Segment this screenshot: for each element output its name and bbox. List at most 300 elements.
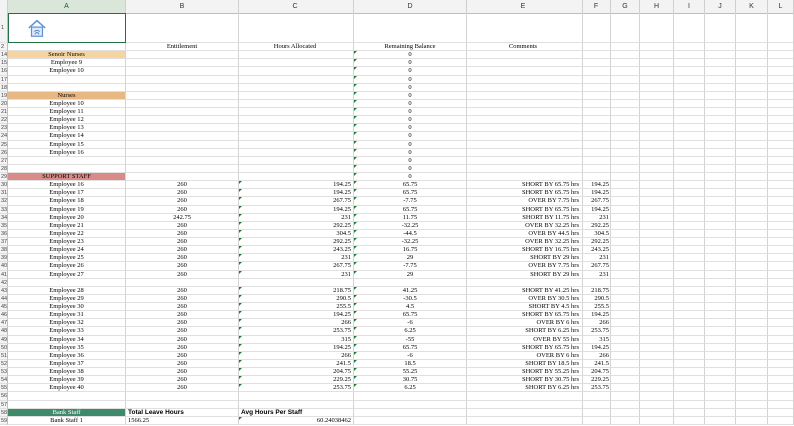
cell-h[interactable]	[640, 417, 674, 425]
cell-l[interactable]	[768, 319, 794, 327]
remaining-balance[interactable]: 6.25	[354, 384, 467, 392]
cell-k[interactable]	[736, 84, 768, 92]
cell-d[interactable]	[354, 401, 467, 409]
hours-allocated-value[interactable]: 292.25	[239, 238, 354, 246]
comment-text[interactable]: SHORT BY 65.75 hrs	[467, 181, 583, 189]
row-number[interactable]: 32	[1, 198, 8, 205]
cell-l[interactable]	[768, 206, 794, 214]
entitlement-value[interactable]: 260	[126, 287, 239, 295]
entitlement-value[interactable]: 260	[126, 360, 239, 368]
cell-j[interactable]	[705, 124, 736, 132]
remaining-balance[interactable]: 65.75	[354, 181, 467, 189]
cell-g[interactable]	[611, 409, 640, 417]
section-label[interactable]: Nurses	[8, 92, 126, 100]
remaining-balance[interactable]: 0	[354, 92, 467, 100]
cell-c[interactable]	[239, 67, 354, 75]
entitlement-value[interactable]: 260	[126, 303, 239, 311]
cell-g[interactable]	[611, 287, 640, 295]
remaining-balance[interactable]: -32.25	[354, 238, 467, 246]
cell-j[interactable]	[705, 181, 736, 189]
cell-g[interactable]	[611, 51, 640, 59]
employee-name[interactable]: Employee 27	[8, 271, 126, 279]
cell-l[interactable]	[768, 287, 794, 295]
cell-h[interactable]	[640, 360, 674, 368]
cell-l[interactable]	[768, 409, 794, 417]
comment-text[interactable]: OVER BY 7.75 hrs	[467, 197, 583, 205]
cell-l[interactable]	[768, 238, 794, 246]
employee-name[interactable]: Employee 10	[8, 67, 126, 75]
remaining-balance[interactable]: 0	[354, 51, 467, 59]
cell-k[interactable]	[736, 230, 768, 238]
cell-g[interactable]	[611, 214, 640, 222]
cell-f[interactable]	[583, 116, 611, 124]
employee-name[interactable]: Employee 16	[8, 149, 126, 157]
row-number[interactable]: 37	[1, 239, 8, 245]
hours-allocated-value[interactable]: 194.25	[239, 189, 354, 197]
cell-g[interactable]	[611, 206, 640, 214]
cell-g[interactable]	[611, 13, 640, 43]
cell-i[interactable]	[674, 189, 705, 197]
cell-g[interactable]	[611, 327, 640, 335]
cell-g[interactable]	[611, 295, 640, 303]
cell-k[interactable]	[736, 149, 768, 157]
row-number[interactable]: 18	[1, 84, 8, 91]
cell-b[interactable]	[126, 51, 239, 59]
cell-e[interactable]	[467, 67, 583, 75]
cell-h[interactable]	[640, 100, 674, 108]
cell-a1-home[interactable]	[8, 13, 126, 43]
cell-f-value[interactable]	[583, 279, 611, 287]
cell-i[interactable]	[674, 222, 705, 230]
cell-e[interactable]	[467, 165, 583, 173]
cell-f-value[interactable]: 304.5	[583, 230, 611, 238]
remaining-balance[interactable]: 0	[354, 165, 467, 173]
cell-h[interactable]	[640, 287, 674, 295]
cell-e[interactable]	[467, 116, 583, 124]
cell-f-value[interactable]: 266	[583, 319, 611, 327]
hours-allocated-value[interactable]: 315	[239, 336, 354, 344]
cell-l[interactable]	[768, 214, 794, 222]
cell-i[interactable]	[674, 368, 705, 376]
row-number[interactable]: 43	[1, 287, 8, 294]
cell-l[interactable]	[768, 230, 794, 238]
employee-name[interactable]: Employee 14	[8, 132, 126, 140]
cell-k[interactable]	[736, 327, 768, 335]
row-number[interactable]: 46	[1, 312, 8, 319]
row-number[interactable]: 58	[1, 409, 8, 416]
comment-text[interactable]: OVER BY 55 hrs	[467, 336, 583, 344]
cell-k[interactable]	[736, 13, 768, 43]
remaining-balance[interactable]: 65.75	[354, 206, 467, 214]
hours-allocated-value[interactable]: 194.25	[239, 181, 354, 189]
column-header-a[interactable]: A	[8, 0, 126, 13]
entitlement-value[interactable]: 260	[126, 295, 239, 303]
cell-f[interactable]	[583, 67, 611, 75]
remaining-balance[interactable]: 0	[354, 116, 467, 124]
hours-allocated-value[interactable]: 253.75	[239, 327, 354, 335]
cell-l[interactable]	[768, 392, 794, 400]
cell-l[interactable]	[768, 108, 794, 116]
hours-allocated-value[interactable]: 266	[239, 319, 354, 327]
cell-g[interactable]	[611, 246, 640, 254]
cell-h[interactable]	[640, 392, 674, 400]
cell-b[interactable]	[126, 100, 239, 108]
cell-b[interactable]	[126, 173, 239, 181]
cell-h[interactable]	[640, 230, 674, 238]
comment-text[interactable]: SHORT BY 29 hrs	[467, 271, 583, 279]
row-number[interactable]: 49	[1, 336, 8, 343]
cell-c[interactable]	[239, 76, 354, 84]
cell-i[interactable]	[674, 157, 705, 165]
remaining-balance[interactable]: 65.75	[354, 344, 467, 352]
cell-g[interactable]	[611, 181, 640, 189]
cell-k[interactable]	[736, 319, 768, 327]
cell-b[interactable]	[126, 401, 239, 409]
remaining-balance[interactable]: 0	[354, 100, 467, 108]
cell-c[interactable]	[239, 401, 354, 409]
cell-k[interactable]	[736, 92, 768, 100]
cell-i[interactable]	[674, 311, 705, 319]
cell-l[interactable]	[768, 368, 794, 376]
cell-i[interactable]	[674, 295, 705, 303]
cell-b[interactable]	[126, 149, 239, 157]
employee-name[interactable]	[8, 165, 126, 173]
hours-allocated-value[interactable]	[239, 392, 354, 400]
employee-name[interactable]: Employee 16	[8, 181, 126, 189]
entitlement-value[interactable]: 260	[126, 271, 239, 279]
entitlement-value[interactable]: 260	[126, 238, 239, 246]
cell-l[interactable]	[768, 51, 794, 59]
column-header-f[interactable]: F	[583, 0, 611, 13]
cell-h[interactable]	[640, 327, 674, 335]
employee-name[interactable]: Employee 36	[8, 352, 126, 360]
cell-i[interactable]	[674, 108, 705, 116]
cell-c[interactable]	[239, 108, 354, 116]
cell-l[interactable]	[768, 327, 794, 335]
cell-k[interactable]	[736, 303, 768, 311]
cell-l[interactable]	[768, 116, 794, 124]
cell-h[interactable]	[640, 173, 674, 181]
comment-text[interactable]	[467, 279, 583, 287]
cell-h[interactable]	[640, 67, 674, 75]
cell-l[interactable]	[768, 100, 794, 108]
cell-l[interactable]	[768, 271, 794, 279]
row-number[interactable]: 36	[1, 230, 8, 237]
remaining-balance[interactable]: 11.75	[354, 214, 467, 222]
cell-b[interactable]	[126, 157, 239, 165]
entitlement-value[interactable]: 260	[126, 222, 239, 230]
cell-j[interactable]	[705, 262, 736, 270]
cell-i[interactable]	[674, 319, 705, 327]
comment-text[interactable]: SHORT BY 65.75 hrs	[467, 189, 583, 197]
hours-allocated-value[interactable]: 218.75	[239, 287, 354, 295]
cell-e[interactable]	[467, 51, 583, 59]
cell-l[interactable]	[768, 336, 794, 344]
cell-l[interactable]	[768, 222, 794, 230]
cell-j[interactable]	[705, 303, 736, 311]
cell-g[interactable]	[611, 67, 640, 75]
cell-j[interactable]	[705, 238, 736, 246]
cell-f[interactable]	[583, 59, 611, 67]
cell-f[interactable]	[583, 51, 611, 59]
employee-name[interactable]: Employee 25	[8, 254, 126, 262]
cell-h[interactable]	[640, 336, 674, 344]
row-number[interactable]: 20	[1, 100, 8, 107]
employee-name[interactable]	[8, 76, 126, 84]
cell-g[interactable]	[611, 100, 640, 108]
cell-g[interactable]	[611, 311, 640, 319]
cell-i[interactable]	[674, 360, 705, 368]
cell-i[interactable]	[674, 271, 705, 279]
cell-g[interactable]	[611, 222, 640, 230]
employee-name[interactable]: Employee 40	[8, 384, 126, 392]
row-number[interactable]: 21	[1, 109, 8, 115]
cell-j[interactable]	[705, 319, 736, 327]
cell-f-value[interactable]: 194.25	[583, 206, 611, 214]
row-number[interactable]: 52	[1, 360, 8, 367]
hours-allocated-value[interactable]: 194.25	[239, 344, 354, 352]
hours-allocated-value[interactable]: 204.75	[239, 368, 354, 376]
cell-f[interactable]	[583, 13, 611, 43]
cell-b[interactable]	[126, 141, 239, 149]
cell-j[interactable]	[705, 43, 736, 51]
cell-i[interactable]	[674, 141, 705, 149]
hours-allocated-value[interactable]: 267.75	[239, 197, 354, 205]
column-header-l[interactable]: L	[768, 0, 794, 13]
cell-k[interactable]	[736, 181, 768, 189]
entitlement-value[interactable]: 260	[126, 384, 239, 392]
cell-f-value[interactable]: 229.25	[583, 376, 611, 384]
remaining-balance[interactable]: 0	[354, 173, 467, 181]
cell-b[interactable]	[126, 124, 239, 132]
cell-g[interactable]	[611, 173, 640, 181]
remaining-balance[interactable]: 6.25	[354, 327, 467, 335]
cell-j[interactable]	[705, 108, 736, 116]
cell-i[interactable]	[674, 92, 705, 100]
remaining-balance[interactable]: -6	[354, 319, 467, 327]
cell-j[interactable]	[705, 59, 736, 67]
cell-c[interactable]	[239, 141, 354, 149]
column-header-k[interactable]: K	[736, 0, 768, 13]
cell-c[interactable]	[239, 51, 354, 59]
remaining-balance[interactable]: 65.75	[354, 311, 467, 319]
cell-h[interactable]	[640, 376, 674, 384]
cell-k[interactable]	[736, 124, 768, 132]
cell-l[interactable]	[768, 262, 794, 270]
comment-text[interactable]: SHORT BY 6.25 hrs	[467, 384, 583, 392]
cell-e[interactable]	[467, 59, 583, 67]
cell-b[interactable]	[126, 132, 239, 140]
cell-i[interactable]	[674, 181, 705, 189]
cell-l[interactable]	[768, 67, 794, 75]
cell-k[interactable]	[736, 279, 768, 287]
cell-c[interactable]	[239, 59, 354, 67]
cell-g[interactable]	[611, 189, 640, 197]
comment-text[interactable]: SHORT BY 65.75 hrs	[467, 344, 583, 352]
cell-f-value[interactable]: 315	[583, 336, 611, 344]
cell-h[interactable]	[640, 254, 674, 262]
cell-g[interactable]	[611, 76, 640, 84]
employee-name[interactable]: Employee 38	[8, 368, 126, 376]
remaining-balance[interactable]: 55.25	[354, 368, 467, 376]
cell-f-value[interactable]: 231	[583, 271, 611, 279]
cell-i[interactable]	[674, 254, 705, 262]
cell-k[interactable]	[736, 214, 768, 222]
cell-c[interactable]	[239, 165, 354, 173]
cell-i[interactable]	[674, 197, 705, 205]
row-number[interactable]: 23	[1, 125, 8, 132]
cell-j[interactable]	[705, 197, 736, 205]
entitlement-value[interactable]: 242.75	[126, 214, 239, 222]
employee-name[interactable]: Employee 13	[8, 124, 126, 132]
cell-l[interactable]	[768, 43, 794, 51]
employee-name[interactable]: Employee 34	[8, 336, 126, 344]
cell-f[interactable]	[583, 149, 611, 157]
cell-k[interactable]	[736, 116, 768, 124]
cell-j[interactable]	[705, 230, 736, 238]
remaining-balance[interactable]: 30.75	[354, 376, 467, 384]
remaining-balance[interactable]: 0	[354, 149, 467, 157]
header-entitlement[interactable]: Entitlement	[126, 43, 239, 51]
cell-e[interactable]	[467, 100, 583, 108]
cell-k[interactable]	[736, 409, 768, 417]
cell-k[interactable]	[736, 238, 768, 246]
cell-g[interactable]	[611, 230, 640, 238]
hours-allocated-value[interactable]: 290.5	[239, 295, 354, 303]
cell-f[interactable]	[583, 84, 611, 92]
cell-c[interactable]	[239, 84, 354, 92]
cell-h[interactable]	[640, 295, 674, 303]
cell-i[interactable]	[674, 401, 705, 409]
cell-k[interactable]	[736, 401, 768, 409]
cell-d[interactable]	[354, 409, 467, 417]
cell-l[interactable]	[768, 246, 794, 254]
cell-d[interactable]	[354, 13, 467, 43]
cell-g[interactable]	[611, 59, 640, 67]
cell-h[interactable]	[640, 197, 674, 205]
cell-k[interactable]	[736, 336, 768, 344]
cell-b[interactable]	[126, 76, 239, 84]
avg-hours-label[interactable]: Avg Hours Per Staff	[239, 409, 354, 417]
comment-text[interactable]: OVER BY 6 hrs	[467, 319, 583, 327]
entitlement-value[interactable]: 260	[126, 336, 239, 344]
cell-e[interactable]	[467, 76, 583, 84]
cell-e[interactable]	[467, 141, 583, 149]
row-number[interactable]: 15	[1, 60, 8, 67]
cell-l[interactable]	[768, 76, 794, 84]
cell-j[interactable]	[705, 132, 736, 140]
cell-l[interactable]	[768, 303, 794, 311]
cell-f[interactable]	[583, 76, 611, 84]
cell-l[interactable]	[768, 173, 794, 181]
cell-h[interactable]	[640, 206, 674, 214]
cell-f[interactable]	[583, 108, 611, 116]
hours-allocated-value[interactable]: 243.25	[239, 246, 354, 254]
cell-i[interactable]	[674, 116, 705, 124]
cell-i[interactable]	[674, 67, 705, 75]
cell-g[interactable]	[611, 149, 640, 157]
entitlement-value[interactable]: 260	[126, 311, 239, 319]
cell-g[interactable]	[611, 124, 640, 132]
cell-g[interactable]	[611, 84, 640, 92]
cell-f[interactable]	[583, 157, 611, 165]
cell-h[interactable]	[640, 262, 674, 270]
cell-f-value[interactable]: 243.25	[583, 246, 611, 254]
cell-h[interactable]	[640, 271, 674, 279]
cell-f[interactable]	[583, 401, 611, 409]
column-header-g[interactable]: G	[611, 0, 640, 13]
cell-h[interactable]	[640, 76, 674, 84]
entitlement-value[interactable]: 260	[126, 344, 239, 352]
cell-c[interactable]	[239, 92, 354, 100]
cell-e[interactable]	[467, 108, 583, 116]
cell-f-value[interactable]: 292.25	[583, 222, 611, 230]
remaining-balance[interactable]: 16.75	[354, 246, 467, 254]
cell-k[interactable]	[736, 141, 768, 149]
cell-b[interactable]	[126, 92, 239, 100]
cell-j[interactable]	[705, 368, 736, 376]
comment-text[interactable]: OVER BY 32.25 hrs	[467, 222, 583, 230]
comment-text[interactable]: SHORT BY 11.75 hrs	[467, 214, 583, 222]
cell-f-value[interactable]: 266	[583, 352, 611, 360]
cell-g[interactable]	[611, 262, 640, 270]
row-number[interactable]: 45	[1, 304, 8, 310]
cell-b[interactable]	[126, 108, 239, 116]
cell-h[interactable]	[640, 116, 674, 124]
cell-i[interactable]	[674, 132, 705, 140]
comment-text[interactable]: OVER BY 7.75 hrs	[467, 262, 583, 270]
cell-j[interactable]	[705, 336, 736, 344]
cell-f[interactable]	[583, 417, 611, 425]
section-label[interactable]: SUPPORT STAFF	[8, 173, 126, 181]
cell-j[interactable]	[705, 271, 736, 279]
cell-k[interactable]	[736, 197, 768, 205]
hours-allocated-value[interactable]: 292.25	[239, 222, 354, 230]
comment-text[interactable]: SHORT BY 55.25 hrs	[467, 368, 583, 376]
column-header-e[interactable]: E	[467, 0, 583, 13]
cell-l[interactable]	[768, 352, 794, 360]
employee-name[interactable]: Employee 23	[8, 238, 126, 246]
row-number[interactable]: 31	[1, 190, 8, 197]
cell-g[interactable]	[611, 417, 640, 425]
entitlement-value[interactable]: 260	[126, 181, 239, 189]
hours-allocated-value[interactable]: 229.25	[239, 376, 354, 384]
employee-name[interactable]: Employee 11	[8, 108, 126, 116]
cell-f-value[interactable]: 194.25	[583, 344, 611, 352]
cell-k[interactable]	[736, 295, 768, 303]
cell-g[interactable]	[611, 43, 640, 51]
row-number[interactable]: 14	[1, 52, 8, 59]
cell-h[interactable]	[640, 59, 674, 67]
cell-l[interactable]	[768, 157, 794, 165]
comment-text[interactable]: OVER BY 30.5 hrs	[467, 295, 583, 303]
cell-k[interactable]	[736, 360, 768, 368]
hours-allocated-value[interactable]: 231	[239, 271, 354, 279]
cell-e[interactable]	[467, 417, 583, 425]
entitlement-value[interactable]	[126, 279, 239, 287]
cell-k[interactable]	[736, 271, 768, 279]
row-number[interactable]: 29	[1, 174, 8, 180]
cell-k[interactable]	[736, 352, 768, 360]
home-icon[interactable]	[26, 17, 48, 39]
cell-f[interactable]	[583, 43, 611, 51]
cell-g[interactable]	[611, 401, 640, 409]
cell-l[interactable]	[768, 401, 794, 409]
cell-g[interactable]	[611, 368, 640, 376]
cell-h[interactable]	[640, 246, 674, 254]
cell-k[interactable]	[736, 384, 768, 392]
cell-h[interactable]	[640, 43, 674, 51]
